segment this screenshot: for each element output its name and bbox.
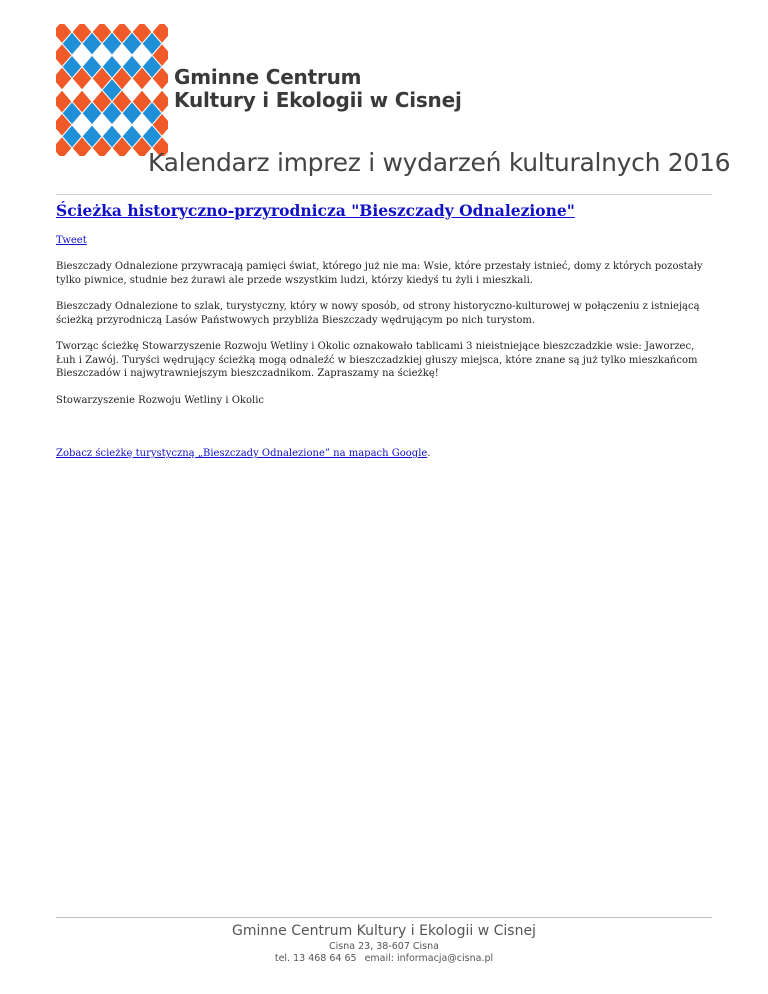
article-paragraph-4: Stowarzyszenie Rozwoju Wetliny i Okolic [56, 394, 264, 406]
google-maps-link[interactable]: Zobacz ścieżkę turystyczną „Bieszczady Odnalezione” na mapach Google [56, 448, 428, 459]
article-paragraph-3: Tworząc ścieżkę Stowarzyszenie Rozwoju Wetliny i Okolic oznakowało tablicami 3 nieistniejące bieszczadzkie wsie: Jaworzec, Łuh i Zawój. Turyści wędrujący ścieżką mogą odnaleźć w bieszczadzkiej głuszy miejsca, które znane są już tylko mieszkańcom Bieszczadów i najwytrawniejszym bieszczadnikom. Zapraszamy na ścieżkę! [56, 341, 698, 379]
map-link-paragraph [56, 447, 712, 461]
footer-divider [56, 917, 712, 918]
article-title-link[interactable]: Ścieżka historyczno-przyrodnicza "Bieszczady Odnalezione" [56, 201, 575, 220]
org-name-line2: Kultury i Ekologii w Cisnej [174, 88, 462, 112]
page-heading: Kalendarz imprez i wydarzeń kulturalnych 2016 [148, 148, 731, 177]
footer-contact [0, 953, 768, 965]
footer-phone: tel. 13 468 64 65 [274, 953, 357, 964]
tweet-link[interactable]: Tweet [56, 235, 87, 246]
org-name-line1: Gminne Centrum [174, 65, 362, 89]
article-paragraph-1: Bieszczady Odnalezione przywracają pamięci świat, którego już nie ma: Wsie, które przestały istnieć, domy z których pozostały tylko piwnice, studnie bez żurawi ale przede wszystkim ludzi, którzy kiedyś tu żyli i mieszkali. [56, 261, 703, 286]
article-paragraph-2: Bieszczady Odnalezione to szlak, turystyczny, który w nowy sposób, od strony historyczno-kulturowej w połączeniu z istniejącą ścieżką przyrodniczą Lasów Państwowych przybliża Bieszczady wędrującym po nich turystom. [56, 301, 700, 326]
footer-email: email: informacja@cisna.pl [364, 953, 494, 964]
org-name [174, 66, 462, 112]
footer [0, 921, 768, 965]
header-divider [56, 194, 712, 195]
footer-address: Cisna 23, 38-607 Cisna [329, 941, 439, 952]
footer-org-name: Gminne Centrum Kultury i Ekologii w Cisnej [232, 923, 536, 939]
map-link-suffix: . [427, 448, 431, 459]
article [56, 201, 712, 461]
logo-icon [56, 24, 168, 156]
